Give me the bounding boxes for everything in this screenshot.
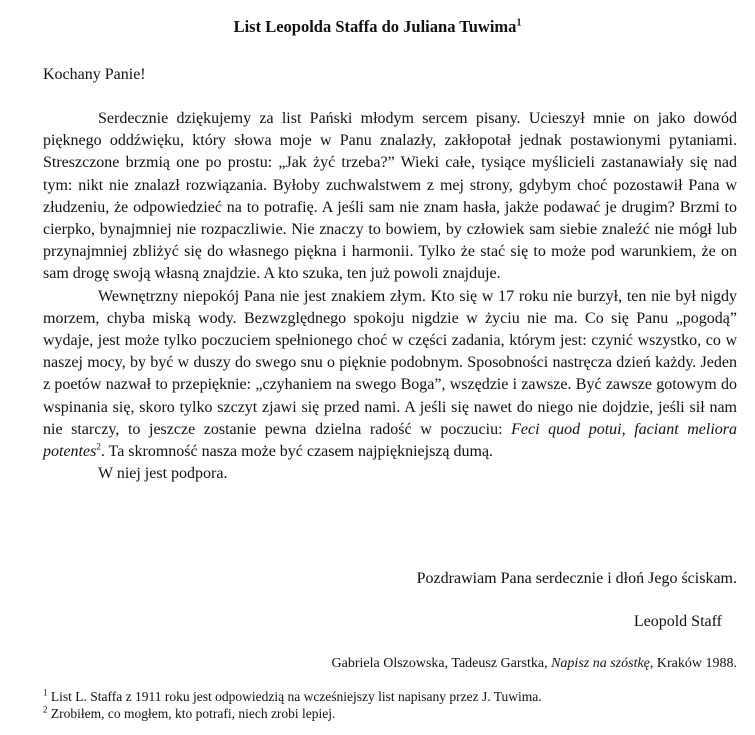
source-authors: Gabriela Olszowska, Tadeusz Garstka, (331, 656, 552, 671)
paragraph-3: W niej jest podpora. (98, 465, 228, 483)
footnote-1-text: List L. Staffa z 1911 roku jest odpowiedzią na wcześniejszy list napisany przez J. Tuwima. (47, 689, 542, 704)
paragraph-2-end: . Ta skromność nasza może być czasem najpiękniejszą dumą. (100, 443, 494, 461)
source-place-year: , Kraków 1988. (649, 656, 737, 671)
closing-line: Pozdrawiam Pana serdecznie i dłoń Jego ściskam. (416, 570, 737, 587)
document-title (0, 16, 755, 38)
latin-footnote-ref: 2 (96, 441, 101, 452)
source-citation (332, 654, 737, 674)
title-text: List Leopolda Staffa do Juliana Tuwima (233, 17, 517, 36)
paragraph-2 (43, 286, 737, 464)
footnote-2-text: Zrobiłem, co mogłem, kto potrafi, niech zrobi lepiej. (47, 706, 336, 721)
source-book-title: Napisz na szóstkę (551, 656, 650, 671)
latin-quote: Feci quod potui, faciant meliora potentes (43, 420, 738, 461)
footnote-2-ref: 2 (43, 704, 48, 715)
paragraph-2-text: Wewnętrzny niepokój Pana nie jest znakiem złym. Kto się w 17 roku nie burzył, ten nie był nigdy morzem, chyba miską wody. Bezwzględnego spokoju nigdzie w życiu nie ma. Co się Panu „pogodą” wydaje, jest może tylko poczuciem spełnionego choć w części zadania, którym jest: czynić wszystko, co w naszej mocy, by być w duszy do swego snu o pięknie podobnym. Sposobności nastręcza dzień każdy. Jeden z poetów nazwał to przepięknie: „czyhaniem na swego Boga”, wszędzie i zawsze. Być zawsze gotowym do wspinania się, skoro tylko szczyt zjawi się przed nami. A jeśli się nawet do niego nie dojdzie, jeśli sił nam nie starczy, to jeszcze zostanie pewna dzielna radość w poczuciu: (43, 287, 737, 438)
footnote-1-ref: 1 (43, 687, 48, 698)
signature: Leopold Staff (633, 613, 722, 630)
footnote-2 (43, 705, 542, 722)
salutation: Kochany Panie! (43, 66, 146, 83)
footnotes (43, 688, 542, 722)
title-footnote-ref: 1 (516, 17, 522, 29)
footnote-1 (43, 688, 542, 705)
letter-body (43, 108, 737, 485)
paragraph-1: Serdecznie dziękujemy za list Pański młodym sercem pisany. Ucieszył mnie on jako dowód pięknego oddźwięku, który słowa moje w Panu znalazły, zakłopotał jednak postawionymi pytaniami. Streszczone brzmią one po prostu: „Jak żyć trzeba?” Wieki całe, tysiące myślicieli zastanawiały się nad tym: nikt nie znalazł rozwiązania. Byłoby zuchwalstwem z mej strony, gdybym choć pozostawił Pana w złudzeniu, że odpowiedzieć na to potrafię. A jeśli sam nie znam hasła, jakże podawać je drugim? Brzmi to cierpko, bynajmniej nie rozpaczliwie. Nie znaczy to bowiem, by człowiek sam siebie znaleźć nie mógł lub przynajmniej zbliżyć się do własnego piękna i harmonii. Tylko że stać się to może pod warunkiem, że on sam drogę swoją własną znajdzie. A kto szuka, ten już powoli znajduje. (43, 110, 737, 283)
